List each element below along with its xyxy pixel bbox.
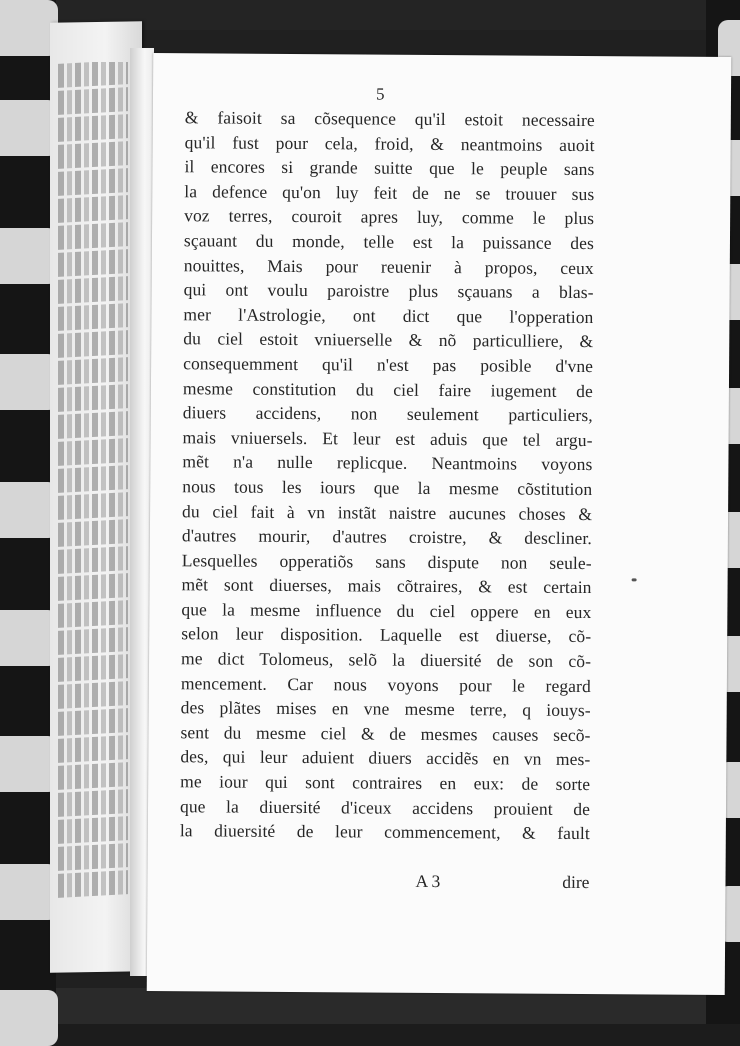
text-line: qui ont voulu paroistre plus sçauans a blas- bbox=[183, 279, 594, 303]
text-line: me dict Tolomeus, selõ la diuersité de son cõ- bbox=[180, 648, 592, 672]
text-line: que la diuersité d'iceux accidens prouient de bbox=[179, 795, 591, 819]
text-line: voz terres, couroit apres luy, comme le plus bbox=[184, 205, 595, 229]
page-footer bbox=[179, 869, 589, 896]
text-line: nouittes, Mais pour reuenir à propos, ceux bbox=[183, 254, 594, 278]
ink-speck bbox=[632, 578, 637, 581]
text-line: des, qui leur aduient diuers accidẽs en vn mes- bbox=[180, 746, 591, 770]
text-line: d'autres mourir, d'autres croistre, & descliner. bbox=[181, 525, 592, 549]
text-line: du ciel fait à vn instãt naistre aucunes choses & bbox=[182, 500, 593, 524]
text-line: diuers accidens, non seulement particuliers, bbox=[182, 402, 593, 426]
text-line: la defence qu'on luy feit de ne se trouuer sus bbox=[184, 180, 595, 204]
text-line: nous tous les iours que la mesme cõstitution bbox=[182, 476, 593, 499]
text-line: mesme constitution du ciel faire iugement de bbox=[182, 377, 594, 401]
book-page bbox=[147, 53, 732, 995]
body-text bbox=[180, 105, 595, 846]
text-line: & faisoit sa cõsequence qu'il estoit necessaire bbox=[184, 107, 595, 131]
signature-mark: A 3 bbox=[415, 870, 441, 892]
text-line: me iour qui sont contraires en eux: de sorte bbox=[180, 771, 591, 795]
text-line: la diuersité de leur commencement, & fault bbox=[179, 820, 590, 844]
text-line: mẽt n'a nulle replicque. Neantmoins voyons bbox=[182, 451, 593, 475]
page-number: 5 bbox=[375, 84, 385, 104]
catchword: dire bbox=[562, 871, 590, 893]
text-line: consequemment qu'il n'est pas posible d'vne bbox=[183, 353, 594, 377]
text-line: mencement. Car nous voyons pour le regard bbox=[180, 672, 591, 696]
text-line: sçauant du monde, telle est la puissance des bbox=[183, 230, 595, 254]
text-line: qu'il fust pour cela, froid, & neantmoins auoit bbox=[184, 131, 595, 155]
text-line: que la mesme influence du ciel oppere en eux bbox=[181, 599, 592, 622]
text-line: sent du mesme ciel & de mesmes causes secõ- bbox=[180, 722, 591, 745]
text-line: du ciel estoit vniuerselle & nõ particulliere, & bbox=[183, 328, 594, 352]
text-line: des plãtes mises en vne mesme terre, q iouys- bbox=[180, 697, 591, 721]
text-line: mer l'Astrologie, ont dict que l'opperation bbox=[183, 303, 594, 327]
text-line: mẽt sont diuerses, mais cõtraires, & est certain bbox=[181, 574, 592, 598]
film-band-top bbox=[56, 0, 706, 30]
facing-page-text-fragments bbox=[58, 62, 128, 922]
text-line: il encores si grande suitte que le peuple sans bbox=[184, 156, 595, 180]
text-line: mais vniuersels. Et leur est aduis que tel argu- bbox=[182, 426, 593, 450]
sprocket-hole bbox=[0, 990, 58, 1046]
text-line: selon leur disposition. Laquelle est diuerse, cõ- bbox=[181, 623, 592, 647]
text-line: Lesquelles opperatiõs sans dispute non seule- bbox=[181, 549, 592, 573]
